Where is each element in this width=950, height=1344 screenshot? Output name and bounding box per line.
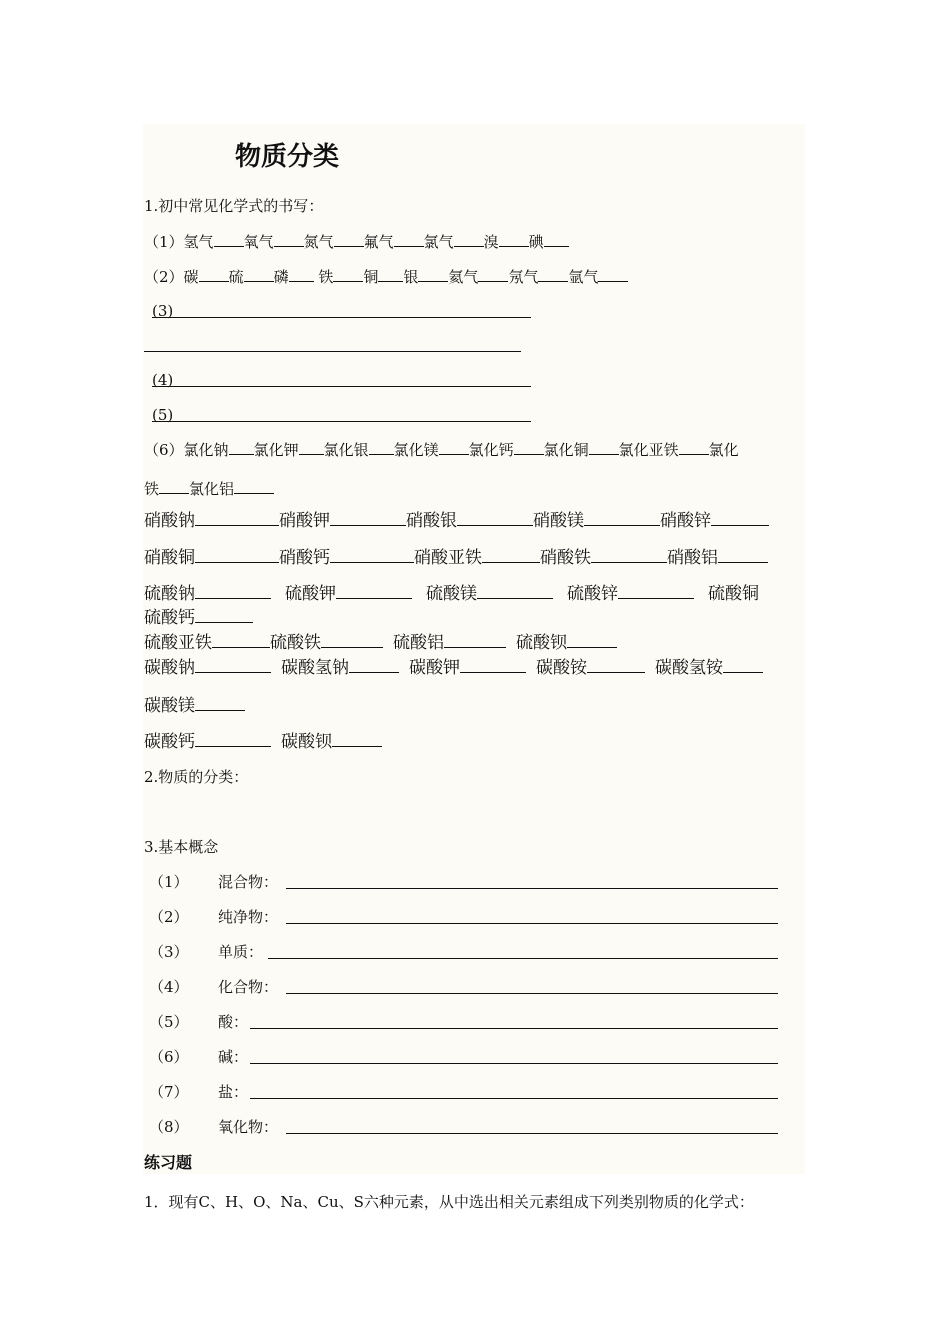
page-title: 物质分类 <box>235 142 340 172</box>
concept-2-blank <box>286 923 778 924</box>
concept-2-num: （2） <box>149 908 189 926</box>
nitrate-row-2: 硝酸铜 硝酸钙 硝酸亚铁 硝酸铁 硝酸铝 <box>144 547 768 569</box>
sulfate-row-1-cont: 硫酸钙 <box>144 607 253 629</box>
row-6: （6）氯化钠 氯化钾 氯化银 氯化镁 氯化钙 氯化铜 氯化亚铁 氯化 <box>144 441 739 459</box>
concept-8-label: 氧化物： <box>218 1118 279 1136</box>
sulfate-row-1: 硫酸钠 硫酸钾 硫酸镁 硫酸锌 硫酸铜 <box>144 584 759 604</box>
concept-3-num: （3） <box>149 943 189 961</box>
concept-5-label: 酸： <box>218 1013 249 1031</box>
concept-5-num: （5） <box>149 1013 189 1031</box>
concept-8-num: （8） <box>149 1118 189 1136</box>
row-4-label: (4) <box>152 371 174 389</box>
concept-4-blank <box>286 993 778 994</box>
concept-6-num: （6） <box>149 1048 189 1066</box>
row-5-blank <box>152 421 531 422</box>
concept-4-label: 化合物： <box>218 978 279 996</box>
carbonate-row-1: 碳酸钠 碳酸氢钠 碳酸钾 碳酸铵 碳酸氢铵 <box>144 657 763 679</box>
concept-3-blank <box>268 958 778 959</box>
concept-7-num: （7） <box>149 1083 189 1101</box>
section-1-heading: 1.初中常见化学式的书写： <box>144 197 324 215</box>
concept-1-label: 混合物： <box>218 873 279 891</box>
concept-5-blank <box>250 1028 778 1029</box>
section-2-heading: 2.物质的分类： <box>144 768 249 786</box>
concept-2-label: 纯净物： <box>218 908 279 926</box>
row-3-blank-cont <box>144 351 521 352</box>
sulfate-row-2: 硫酸亚铁 硫酸铁 硫酸铝 硫酸钡 <box>144 632 617 654</box>
carbonate-row-2: 碳酸钙 碳酸钡 <box>144 731 382 753</box>
exercise-question-1: 1．现有C、H、O、Na、Cu、S六种元素，从中选出相关元素组成下列类别物质的化学式： <box>144 1193 754 1211</box>
row-3-label: (3) <box>152 302 174 320</box>
concept-8-blank <box>286 1133 778 1134</box>
nitrate-row-1: 硝酸钠 硝酸钾 硝酸银 硝酸镁 硝酸锌 <box>144 510 769 532</box>
concept-4-num: （4） <box>149 978 189 996</box>
concept-7-label: 盐： <box>218 1083 249 1101</box>
row-5-label: (5) <box>152 406 174 424</box>
row-3-blank <box>152 317 531 318</box>
concept-3-label: 单质： <box>218 943 264 961</box>
carbonate-row-1-cont: 碳酸镁 <box>144 695 245 717</box>
concept-7-blank <box>250 1098 778 1099</box>
row-2: （2）碳 硫 磷 铁 铜 银 氦气 氖气 氩气 <box>144 266 628 287</box>
row-6-cont: 铁 氯化铝 <box>144 478 274 499</box>
concept-6-label: 碱： <box>218 1048 249 1066</box>
exercise-heading: 练习题 <box>144 1153 193 1172</box>
row-4-blank <box>152 386 531 387</box>
concept-6-blank <box>250 1063 778 1064</box>
section-3-heading: 3.基本概念 <box>144 838 219 856</box>
row-1: （1）氢气 氧气 氮气 氟气 氯气 溴 碘 <box>144 231 569 252</box>
concept-1-blank <box>286 888 778 889</box>
concept-1-num: （1） <box>149 873 189 891</box>
